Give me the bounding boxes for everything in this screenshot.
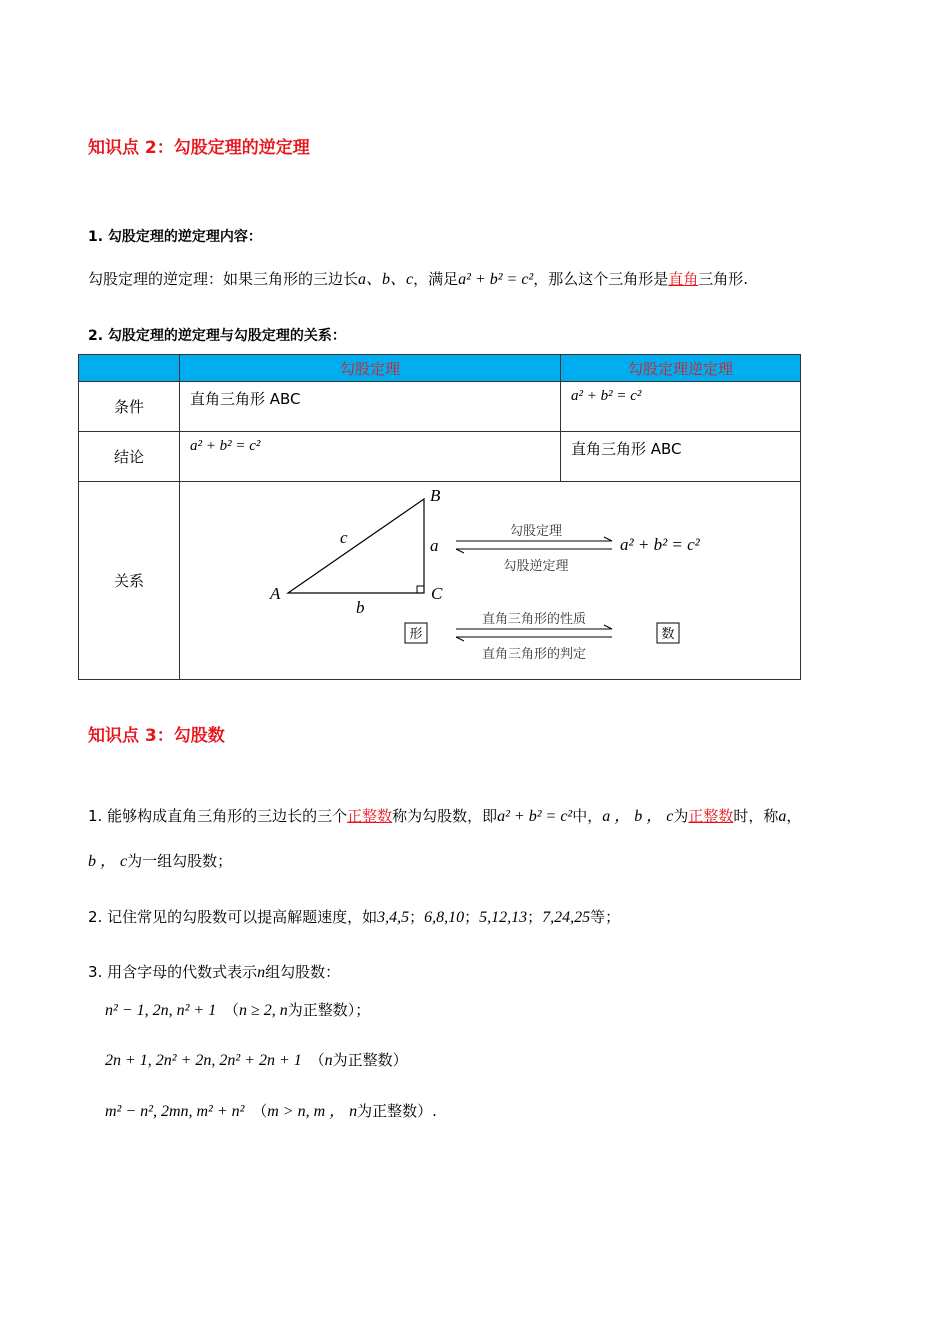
left-arrow2-head <box>456 637 464 641</box>
arrow-bottom-label: 勾股逆定理 <box>503 558 569 574</box>
formula-3-close: 为正整数）. <box>357 1102 437 1120</box>
shape-box-label: 形 <box>409 626 423 642</box>
formula-1-open: （ <box>223 1001 239 1019</box>
p1-text-a: 1. 能够构成直角三角形的三边长的三个 <box>88 807 348 825</box>
p1-text-c: 中， <box>572 807 603 825</box>
row-label: 条件 <box>79 382 180 432</box>
table-row <box>79 432 801 482</box>
item1-title: 1. 勾股定理的逆定理内容： <box>88 229 262 245</box>
item1-text-d: 三角形. <box>698 270 749 288</box>
p2-set-1: 3,4,5 <box>377 909 410 926</box>
p3-text-a: 3. 用含字母的代数式表示 <box>88 963 258 981</box>
vertex-b-label: B <box>430 485 441 505</box>
vertex-a-label: A <box>270 583 281 603</box>
item1-paragraph <box>88 266 748 289</box>
p1-line2-vars: b ， c <box>88 853 128 870</box>
item1-text-c: ，那么这个三角形是 <box>533 270 669 288</box>
p2-sep: ； <box>527 908 543 926</box>
p1-line2 <box>88 848 232 871</box>
arrow2-bottom-label: 直角三角形的判定 <box>481 646 587 662</box>
formula-1-close: 为正整数）； <box>287 1001 371 1019</box>
table-cell: a² + b² = c² <box>561 382 801 432</box>
arrow2-top-label: 直角三角形的性质 <box>481 611 587 627</box>
p2-set-4: 7,24,25 <box>542 909 591 926</box>
p3-var: n <box>257 964 266 981</box>
p1-var-a: a <box>778 808 787 825</box>
vertex-c-label: C <box>431 583 443 603</box>
p1-formula: a² + b² = c² <box>497 808 573 825</box>
p1-text-f: ， <box>786 807 802 825</box>
p1-line2-text: 为一组勾股数； <box>127 852 233 870</box>
row-label: 结论 <box>79 432 180 482</box>
formula-1-line <box>105 999 370 1020</box>
left-arrow-head <box>456 549 464 553</box>
table-cell: 直角三角形 ABC <box>180 382 561 432</box>
relation-diagram-cell <box>180 482 801 680</box>
p2-sep: ； <box>409 908 425 926</box>
formula-3-open: （ <box>252 1102 268 1120</box>
formula-1-condition: n ≥ 2, n <box>238 1002 288 1019</box>
p2-line <box>88 906 620 927</box>
formula-3-line <box>105 1098 437 1121</box>
p1-highlight-1: 正整数 <box>347 807 393 825</box>
item1-text-b: ，满足 <box>413 270 459 288</box>
p1-text-b: 称为勾股数，即 <box>392 807 498 825</box>
p1-highlight-2: 正整数 <box>688 807 734 825</box>
p1-text-d: 为 <box>673 807 689 825</box>
item2-title: 2. 勾股定理的逆定理与勾股定理的关系： <box>88 328 346 344</box>
formula-3-condition: m > n, m ， n <box>267 1103 358 1120</box>
table-header-pythagorean: 勾股定理 <box>180 355 561 382</box>
number-box-label: 数 <box>661 626 675 642</box>
relation-table <box>78 354 801 680</box>
relation-diagram <box>180 483 800 679</box>
p2-end: 等； <box>590 908 621 926</box>
p2-set-2: 6,8,10 <box>424 909 465 926</box>
section2-title: 知识点 2：勾股定理的逆定理 <box>88 138 310 158</box>
formula-2-line <box>105 1049 408 1070</box>
side-a-label: a <box>430 535 439 555</box>
diagram-formula: a² + b² = c² <box>620 534 700 554</box>
table-header-converse: 勾股定理逆定理 <box>561 355 801 382</box>
side-c-label: c <box>340 527 348 547</box>
item1-vars: a、b、c <box>358 271 414 288</box>
right-arrow2-head <box>604 625 612 629</box>
table-header-row <box>79 355 801 382</box>
p1-vars: a ， b ， c <box>602 808 674 825</box>
table-header-empty <box>79 355 180 382</box>
formula-2-close: 为正整数） <box>332 1051 408 1069</box>
right-arrow-head <box>604 537 612 541</box>
item1-formula: a² + b² = c² <box>458 271 534 288</box>
table-cell: a² + b² = c² <box>180 432 561 482</box>
p1-text-e: 时，称 <box>733 807 779 825</box>
p2-sep: ； <box>464 908 480 926</box>
p2-text-a: 2. 记住常见的勾股数可以提高解题速度，如 <box>88 908 378 926</box>
table-cell: 直角三角形 ABC <box>561 432 801 482</box>
formula-3: m² − n², 2mn, m² + n² <box>105 1103 245 1120</box>
row-label: 关系 <box>79 482 180 680</box>
formula-1: n² − 1, 2n, n² + 1 <box>105 1002 217 1019</box>
item1-text-a: 勾股定理的逆定理：如果三角形的三边长 <box>88 270 359 288</box>
arrow-top-label: 勾股定理 <box>509 523 563 539</box>
side-b-label: b <box>356 597 365 617</box>
p3-text-b: 组勾股数： <box>265 963 341 981</box>
p3-line <box>88 961 340 982</box>
right-triangle <box>288 499 424 593</box>
formula-2: 2n + 1, 2n² + 2n, 2n² + 2n + 1 <box>105 1052 302 1069</box>
section3-title: 知识点 3：勾股数 <box>88 726 225 746</box>
item1-highlight: 直角 <box>668 270 699 288</box>
right-angle-mark <box>417 586 424 593</box>
table-row <box>79 482 801 680</box>
formula-2-condition: n <box>324 1052 333 1069</box>
p1-line1 <box>88 803 801 826</box>
table-row <box>79 382 801 432</box>
formula-2-open: （ <box>309 1051 325 1069</box>
p2-set-3: 5,12,13 <box>479 909 528 926</box>
